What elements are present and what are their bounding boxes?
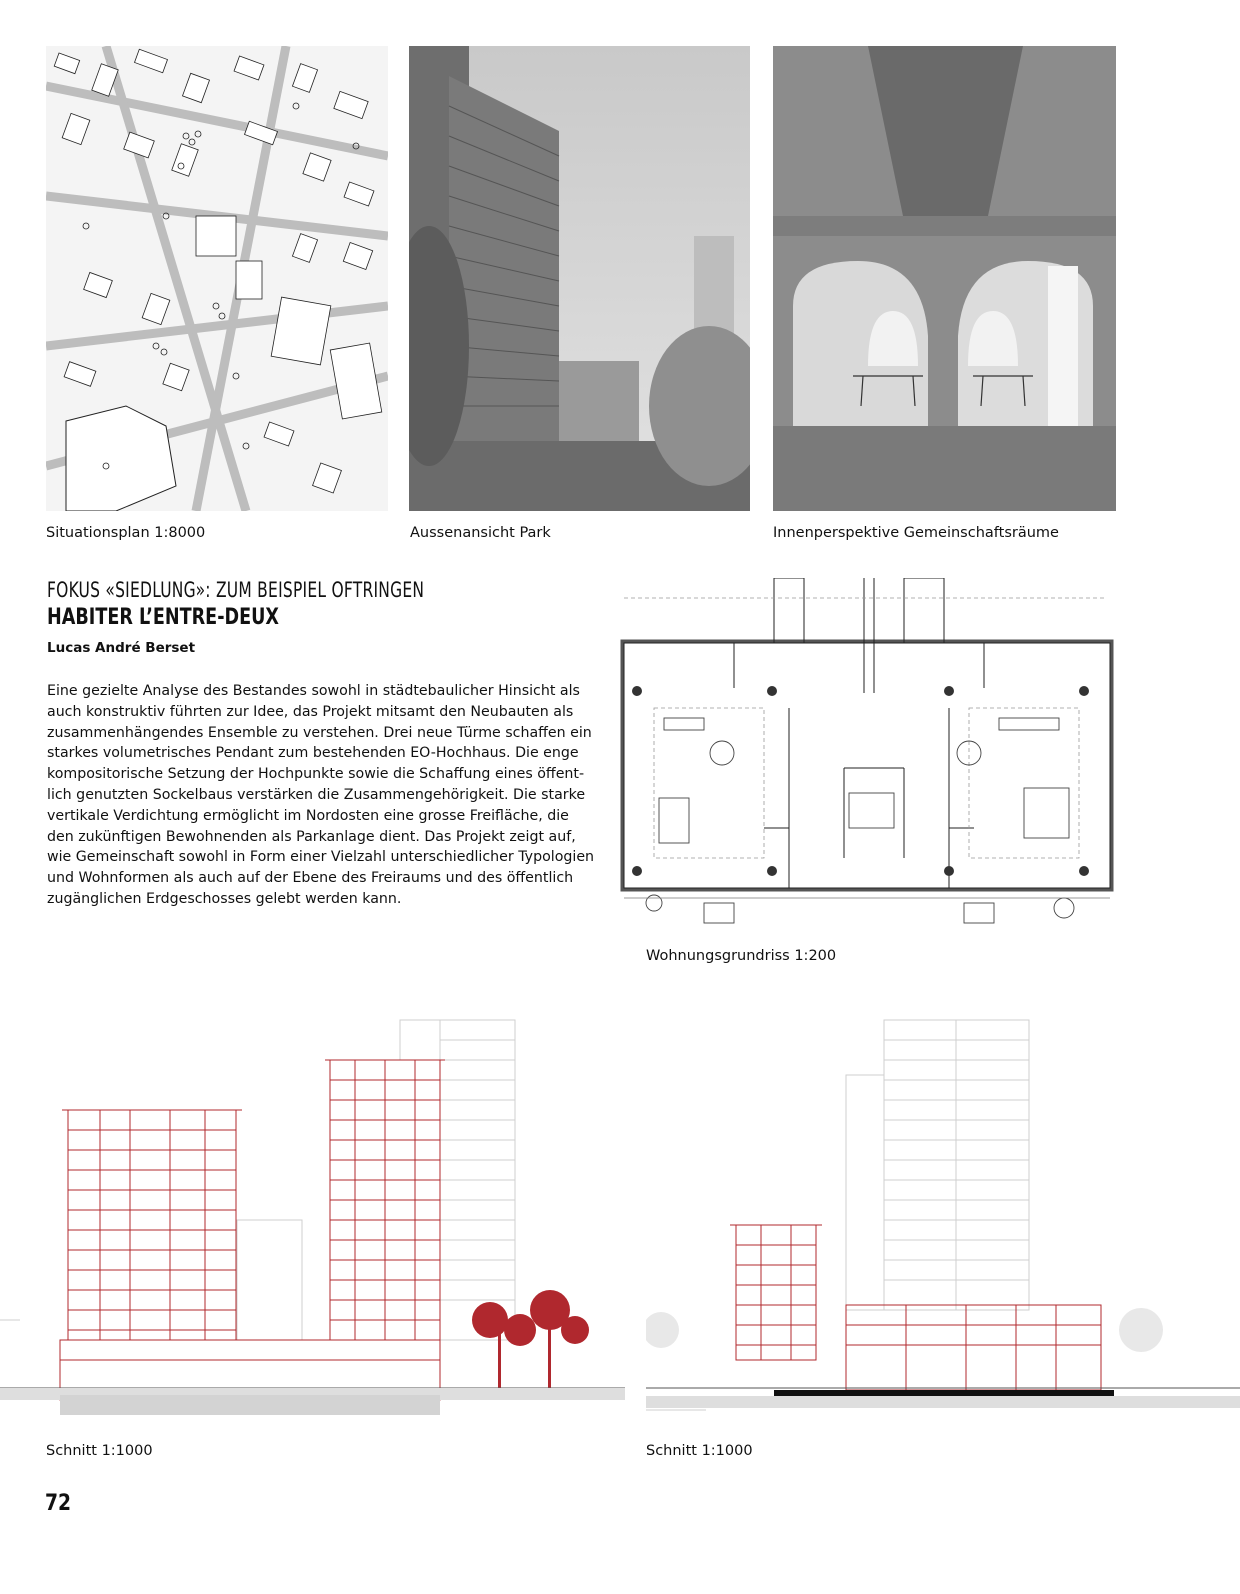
body-line: und Wohnformen als auch auf der Ebene des Freiraums und des öffentlich [47,870,574,887]
article-body [47,681,595,910]
body-line: Eine gezielte Analyse des Bestandes sowohl in städtebaulicher Hinsicht als [47,683,580,699]
section-right-drawing [646,1000,1240,1425]
exterior-render-image [409,46,750,511]
body-line: starkes volumetrisches Pendant zum bestehenden EO-Hochhaus. Die enge [47,745,579,762]
interior-caption: Innenperspektive Gemeinschaftsräume [773,525,1059,541]
body-line: wie Gemeinschaft sowohl in Form einer Vielzahl unterschiedlicher Typologien [47,849,595,866]
exterior-caption: Aussenansicht Park [410,525,551,541]
body-line: lich genutzten Sockelbaus verstärken die Zusammengehörigkeit. Die starke [47,786,586,803]
floor-plan-caption: Wohnungsgrundriss 1:200 [646,948,837,964]
body-line: den zukünftigen Bewohnenden als Parkanlage dient. Das Projekt zeigt auf, [47,828,576,845]
interior-render-image [773,46,1116,511]
body-line: zugänglichen Erdgeschosses gelebt werden kann. [47,890,402,907]
site-plan-image [46,46,388,511]
site-plan-caption: Situationsplan 1:8000 [46,525,206,541]
article-title: HABITER L’ENTRE-DEUX [47,605,280,630]
section-left-caption: Schnitt 1:1000 [46,1443,153,1459]
section-right-caption: Schnitt 1:1000 [646,1443,753,1459]
floor-plan-drawing [604,578,1120,938]
body-line: zusammenhängendes Ensemble zu verstehen. Drei neue Türme schaffen ein [47,724,592,741]
page-number: 72 [45,1491,72,1516]
body-line: vertikale Verdichtung ermöglicht im Nordosten eine grosse Freifläche, die [47,807,569,824]
section-left-drawing [0,1000,625,1425]
article-kicker: FOKUS «SIEDLUNG»: ZUM BEISPIEL OFTRINGEN [47,578,425,602]
body-line: kompositorische Setzung der Hochpunkte sowie die Schaffung eines öffent- [47,766,585,783]
body-line: auch konstruktiv führten zur Idee, das Projekt mitsamt den Neubauten als [47,703,574,720]
article-author: Lucas André Berset [47,640,196,656]
